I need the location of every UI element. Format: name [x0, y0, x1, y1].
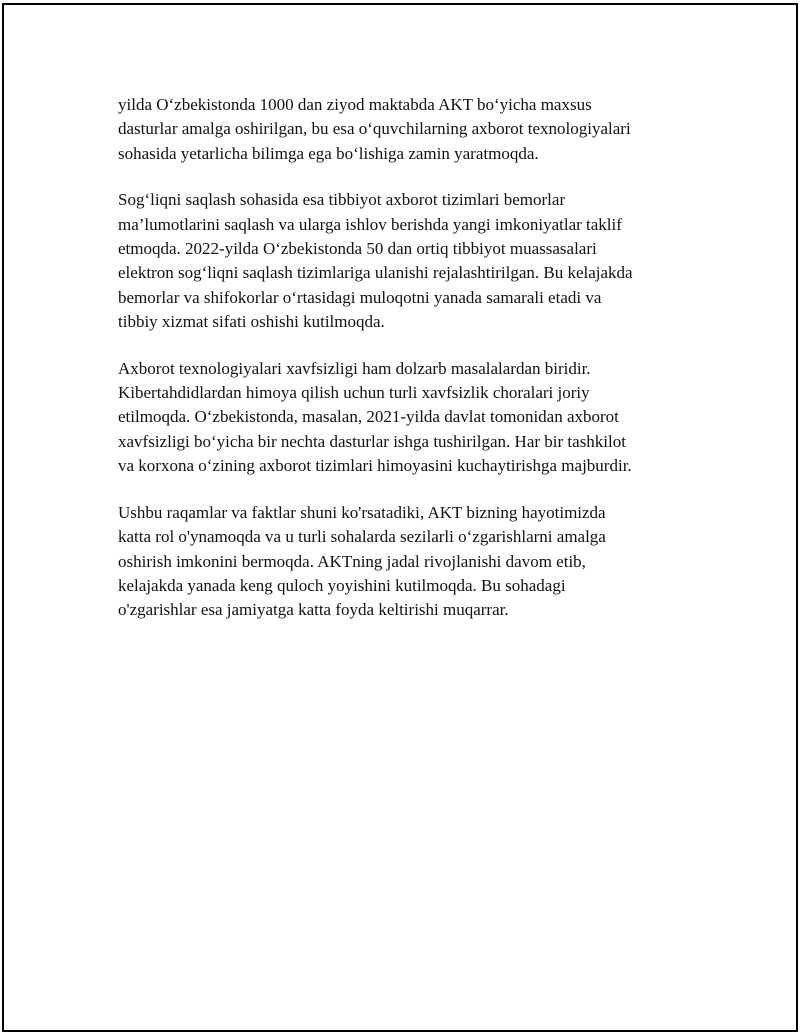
- text-line: dasturlar amalga oshirilgan, bu esa o‘quvchilarning axborot texnologiyalari: [118, 119, 631, 139]
- paragraph-4: [118, 501, 688, 623]
- text-line: o'zgarishlar esa jamiyatga katta foyda keltirishi muqarrar.: [118, 600, 509, 620]
- text-line: va korxona o‘zining axborot tizimlari himoyasini kuchaytirishga majburdir.: [118, 456, 632, 476]
- text-line: etilmoqda. O‘zbekistonda, masalan, 2021-yilda davlat tomonidan axborot: [118, 407, 619, 427]
- text-line: yilda O‘zbekistonda 1000 dan ziyod maktabda AKT bo‘yicha maxsus: [118, 95, 592, 114]
- text-line: Kibertahdidlardan himoya qilish uchun turli xavfsizlik choralari joriy: [118, 383, 590, 403]
- paragraph-1: [118, 93, 688, 166]
- text-line: Axborot texnologiyalari xavfsizligi ham dolzarb masalalardan biridir.: [118, 358, 591, 378]
- text-line: sohasida yetarlicha bilimga ega bo‘lishiga zamin yaratmoqda.: [118, 143, 539, 163]
- paragraph-2: [118, 188, 688, 334]
- text-line: Sog‘liqni saqlash sohasida esa tibbiyot axborot tizimlari bemorlar: [118, 190, 566, 210]
- text-line: tibbiy xizmat sifati oshishi kutilmoqda.: [118, 312, 385, 332]
- text-line: kelajakda yanada keng quloch yoyishini kutilmoqda. Bu sohadagi: [118, 575, 566, 595]
- text-line: ma’lumotlarini saqlash va ularga ishlov berishda yangi imkoniyatlar taklif: [118, 214, 622, 234]
- document-body: [118, 93, 688, 645]
- paragraph-3: [118, 357, 688, 479]
- text-line: etmoqda. 2022-yilda O‘zbekistonda 50 dan ortiq tibbiyot muassasalari: [118, 239, 597, 259]
- text-line: xavfsizligi bo‘yicha bir nechta dasturlar ishga tushirilgan. Har bir tashkilot: [118, 431, 626, 451]
- text-line: elektron sog‘liqni saqlash tizimlariga ulanishi rejalashtirilgan. Bu kelajakda: [118, 263, 633, 283]
- text-line: Ushbu raqamlar va faktlar shuni ko'rsatadiki, AKT bizning hayotimizda: [118, 502, 606, 522]
- text-line: oshirish imkonini bermoqda. AKTning jadal rivojlanishi davom etib,: [118, 551, 586, 571]
- text-line: bemorlar va shifokorlar o‘rtasidagi muloqotni yanada samarali etadi va: [118, 287, 602, 307]
- text-line: katta rol o'ynamoqda va u turli sohalarda sezilarli o‘zgarishlarni amalga: [118, 527, 606, 547]
